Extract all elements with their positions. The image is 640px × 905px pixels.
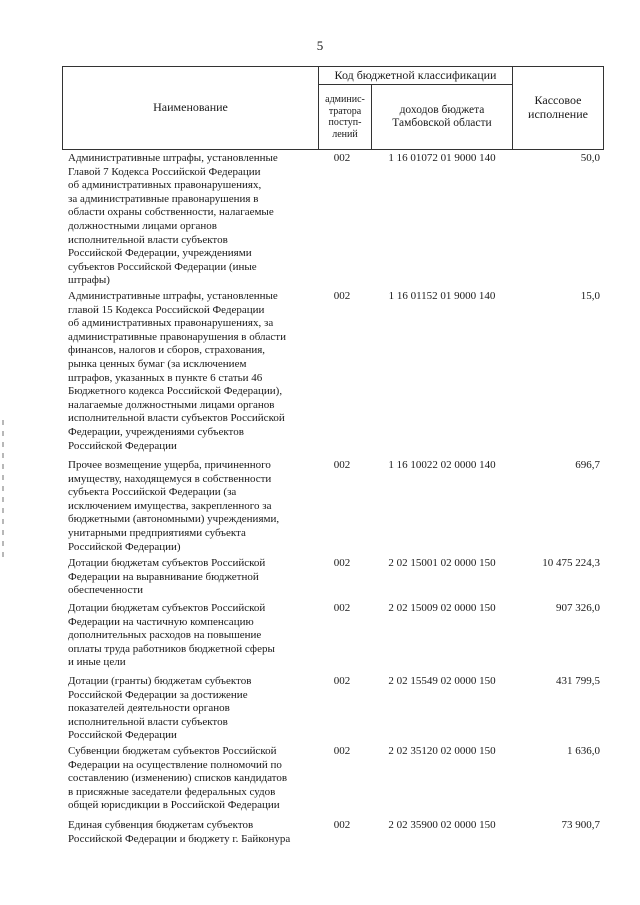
- header-name-cell: [63, 67, 318, 149]
- header-income-line-1: доходов бюджета: [399, 103, 485, 116]
- row-admin-code: 002: [333, 152, 351, 164]
- row-amount: 696,7: [575, 459, 600, 471]
- row-name: Административные штрафы, установленные Главой 7 Кодекса Российской Федерации об административных правонарушениях, за административные правонарушения в области охраны собственности, налагаемые должностными лицами органов исполнительной власти субъектов Российской Федерации, учреждениями субъектов Российской Федерации (иные штрафы): [68, 152, 278, 287]
- row-income-code: 2 02 15549 02 0000 150: [388, 675, 496, 687]
- row-admin-code: 002: [333, 459, 351, 471]
- row-income-code: 1 16 10022 02 0000 140: [388, 459, 496, 471]
- header-name: Наименование: [153, 100, 228, 115]
- header-execution-line-1: Кассовое: [534, 93, 582, 108]
- row-admin-code: 002: [333, 819, 351, 831]
- header-admin-cell: [319, 85, 371, 149]
- header-admin-line-1: админис-: [325, 94, 365, 105]
- row-income-code: 2 02 15001 02 0000 150: [388, 557, 496, 569]
- header-execution-line-2: исполнение: [528, 107, 588, 121]
- row-amount: 73 900,7: [561, 819, 600, 831]
- page-number: 5: [316, 38, 324, 53]
- scan-margin-marks: [2, 420, 5, 570]
- row-amount: 1 636,0: [567, 745, 600, 757]
- row-name: Дотации бюджетам субъектов Российской Федерации на выравнивание бюджетной обеспеченности: [68, 557, 266, 597]
- row-name: Прочее возмещение ущерба, причиненного имуществу, находящемуся в собственности субъекта Российской Федерации (за исключением имущества, закрепленного за бюджетными (автономными) учреждениями, унитарными предприятиями субъекта Российской Федерации): [68, 459, 280, 553]
- row-name: Дотации бюджетам субъектов Российской Федерации на частичную компенсацию дополнительных расходов на повышение оплаты труда работников бюджетной сферы и иные цели: [68, 602, 275, 669]
- header-income-cell: [372, 85, 512, 149]
- header-admin-line-2: тратора: [328, 105, 362, 117]
- row-name: Субвенции бюджетам субъектов Российской Федерации на осуществление полномочий по составлению (изменению) списков кандидатов в присяжные заседатели федеральных судов общей юрисдикции в Российской Федерации: [68, 745, 288, 812]
- header-admin-line-3: поступ-: [328, 117, 362, 128]
- row-income-code: 2 02 35120 02 0000 150: [388, 745, 496, 757]
- row-income-code: 2 02 35900 02 0000 150: [388, 819, 496, 831]
- row-amount: 431 799,5: [556, 675, 600, 687]
- table-header: [0, 0, 640, 160]
- row-income-code: 1 16 01072 01 9000 140: [388, 152, 496, 164]
- row-amount: 907 326,0: [556, 602, 600, 614]
- row-income-code: 2 02 15009 02 0000 150: [388, 602, 496, 614]
- row-amount: 15,0: [580, 290, 600, 302]
- header-admin-line-4: лений: [332, 128, 358, 140]
- row-admin-code: 002: [333, 290, 351, 302]
- row-admin-code: 002: [333, 675, 351, 687]
- row-name: Дотации (гранты) бюджетам субъектов Российской Федерации за достижение показателей деятельности органов исполнительной власти субъектов Российской Федерации: [68, 675, 252, 742]
- header-classification-cell: [319, 67, 512, 84]
- row-amount: 50,0: [580, 152, 600, 164]
- row-name: Административные штрафы, установленные главой 15 Кодекса Российской Федерации об административных правонарушениях, за административные правонарушения в области финансов, налогов и сборов, страхования, рынка ценных бумаг (за исключением штрафов, указанных в пункте 6 статьи 46 Бюджетного кодекса Российской Федерации), налагаемые должностными лицами органов исполнительной власти субъектов Российской Федерации, учреждениями субъектов Российской Федерации: [68, 290, 286, 452]
- row-admin-code: 002: [333, 745, 351, 757]
- row-admin-code: 002: [333, 602, 351, 614]
- header-execution-cell: [513, 67, 603, 149]
- header-income-line-2: Тамбовской области: [392, 117, 492, 129]
- row-income-code: 1 16 01152 01 9000 140: [388, 290, 496, 302]
- row-name: Единая субвенция бюджетам субъектов Российской Федерации и бюджету г. Байконура: [68, 819, 291, 845]
- row-admin-code: 002: [333, 557, 351, 569]
- header-classification: Код бюджетной классификации: [334, 67, 497, 82]
- row-amount: 10 475 224,3: [542, 557, 600, 569]
